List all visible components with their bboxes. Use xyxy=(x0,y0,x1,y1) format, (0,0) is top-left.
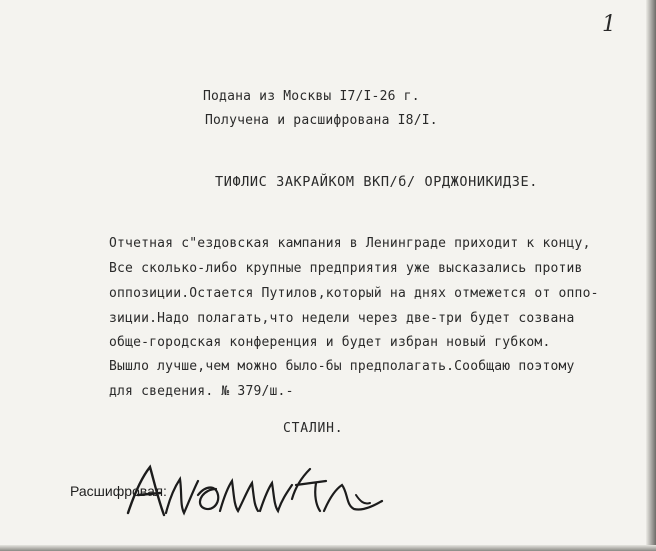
decoder-label: Расшифровал: xyxy=(70,483,167,499)
page-number: 1 xyxy=(602,12,616,37)
handwritten-signature xyxy=(120,455,390,525)
body-line: обще-городская конференция и будет избран новый губком. xyxy=(109,335,551,350)
body-line: Вышло лучше,чем можно было-бы предполагать.Сообщаю поэтому xyxy=(109,359,575,374)
body-line: Отчетная с"ездовская кампания в Ленинграде приходит к концу, xyxy=(109,236,591,251)
signatory-name: СТАЛИН. xyxy=(283,421,344,436)
page-edge-shadow xyxy=(646,0,656,551)
body-line: для сведения. № 379/ш.- xyxy=(109,384,294,399)
body-line: Все сколько-либо крупные предприятия уже высказались против xyxy=(109,261,583,276)
body-line: оппозиции.Остается Путилов,который на днях отмежется от оппо- xyxy=(109,286,599,301)
sent-from-line: Подана из Москвы I7/I-26 г. xyxy=(203,89,420,104)
page-bottom-shadow xyxy=(0,545,656,551)
body-line: зиции.Надо полагать,что недели через две-три будет созвана xyxy=(109,311,575,326)
addressee-line: ТИФЛИС ЗАКРАЙКОМ ВКП/б/ ОРДЖОНИКИДЗЕ. xyxy=(215,174,538,190)
received-line: Получена и расшифрована I8/I. xyxy=(205,113,438,128)
